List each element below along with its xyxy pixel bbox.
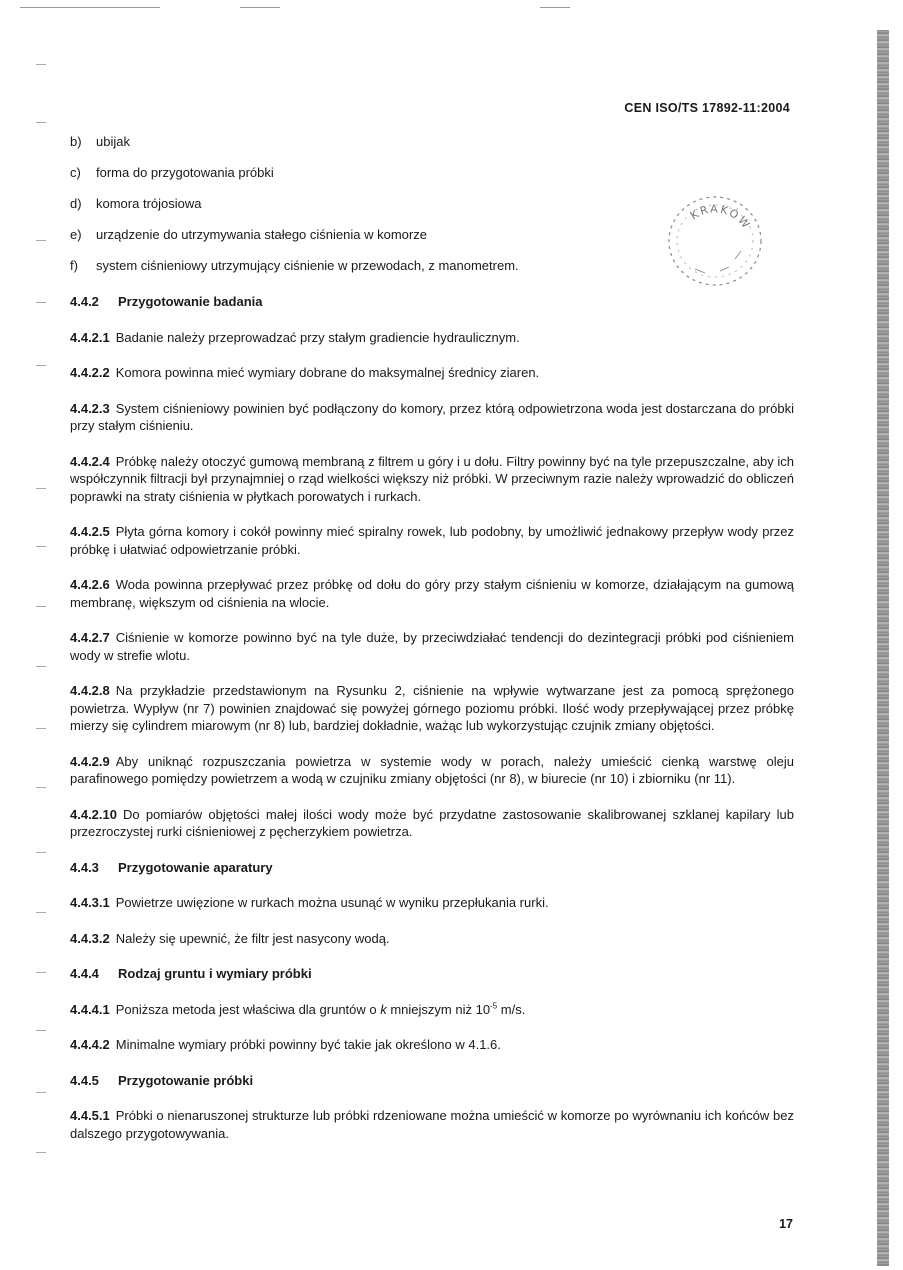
margin-mark (36, 240, 46, 241)
section-heading (70, 859, 794, 877)
clause-text: Poniższa metoda jest właściwa dla gruntów o (115, 1001, 381, 1017)
list-letter: c) (70, 165, 81, 180)
margin-mark (36, 912, 46, 913)
scan-edge-strip (877, 30, 889, 1266)
list-item (70, 196, 610, 227)
k-symbol: k (380, 1001, 387, 1017)
clause-text: Próbkę należy otoczyć gumową membraną z filtrem u góry i u dołu. Filtry powinny być na tyle przepuszczalne, aby ich współczynnik filtracji był przynajmniej o rząd wielkości większy niż próbki. W przeciwnym razie należy wprowadzić do obliczeń poprawki na straty ciśnienia w płytkach porowatych i rurkach. (70, 453, 794, 504)
list-item (70, 258, 610, 289)
clause-number: 4.4.4.2 (70, 1037, 110, 1052)
clause-text: Powietrze uwięzione w rurkach można usunąć w wyniku przepłukania rurki. (115, 895, 549, 910)
clause-text: Badanie należy przeprowadzać przy stałym gradiencie hydraulicznym. (115, 329, 520, 345)
paragraph (70, 364, 794, 382)
section-number: 4.4.3 (70, 859, 99, 875)
paragraph (70, 1001, 794, 1019)
standard-reference: CEN ISO/TS 17892-11:2004 (624, 101, 790, 115)
exponent: -5 (490, 1001, 498, 1011)
paragraph (70, 523, 794, 558)
clause-number: 4.4.2.4 (70, 453, 110, 469)
paragraph (70, 1036, 794, 1054)
stamp-seal (665, 191, 765, 291)
list-letter: b) (70, 134, 82, 149)
list-letter: f) (70, 258, 78, 273)
margin-mark (36, 852, 46, 853)
paragraph (70, 894, 794, 912)
paragraph (70, 629, 794, 664)
clause-number: 4.4.2.1 (70, 329, 110, 345)
section-number: 4.4.4 (70, 966, 99, 981)
clause-text: Należy się upewnić, że filtr jest nasycony wodą. (115, 930, 390, 946)
clause-text: Do pomiarów objętości małej ilości wody może być przydatne zastosowanie skalibrowanej szklanej kapilary lub przezroczystej rurki ciśnieniowej z pęcherzykiem powietrza. (70, 806, 794, 839)
scan-artifact-line (540, 7, 570, 8)
section-title: Przygotowanie aparatury (118, 859, 273, 875)
section-heading (70, 965, 794, 983)
paragraph (70, 400, 794, 435)
clause-number: 4.4.2.5 (70, 524, 110, 539)
clause-text: Płyta górna komory i cokół powinny mieć spiralny rowek, lub podobny, by umożliwić jednakowy przepływ wody przez próbkę i ułatwiać odpowietrzanie próbki. (70, 524, 794, 557)
clause-number: 4.4.3.2 (70, 930, 110, 946)
stamp-text: KRAKÓW (688, 202, 754, 233)
equipment-list (70, 134, 610, 289)
margin-mark (36, 972, 46, 973)
clause-number: 4.4.2.9 (70, 753, 110, 769)
paragraph (70, 806, 794, 841)
scan-artifact-line (240, 7, 280, 8)
list-text: system ciśnieniowy utrzymujący ciśnienie w przewodach, z manometrem. (96, 258, 519, 273)
clause-text: Komora powinna mieć wymiary dobrane do maksymalnej średnicy ziaren. (115, 365, 540, 380)
clause-text: Ciśnienie w komorze powinno być na tyle duże, by przeciwdziałać tendencji do dezintegracji próbki pod ciśnieniem wody w strefie wlotu. (70, 630, 794, 663)
clause-text: Minimalne wymiary próbki powinny być takie jak określono w 4.1.6. (115, 1037, 501, 1052)
margin-mark (36, 64, 46, 65)
clause-text: System ciśnieniowy powinien być podłączony do komory, przez którą odpowietrzona woda jest dostarczana do próbki przy stałym ciśnieniu. (70, 400, 794, 433)
clause-text: Na przykładzie przedstawionym na Rysunku 2, ciśnienie na wpływie wytwarzane jest za pomocą sprężonego powietrza. Wypływ (nr 7) powinien znajdować się powyżej górnego poziomu próbki. Ilość wody przepływającej przez próbkę mierzy się cylindrem miarowym (nr 8) lub, bardziej dokładnie, ważąc lub wykorzystując czujnik zmiany objętości. (70, 683, 794, 733)
list-text: komora trójosiowa (96, 196, 202, 211)
clause-number: 4.4.5.1 (70, 1108, 110, 1123)
clause-number: 4.4.4.1 (70, 1001, 110, 1017)
margin-mark (36, 666, 46, 667)
clause-number: 4.4.2.6 (70, 577, 110, 592)
list-item (70, 134, 610, 165)
clause-number: 4.4.2.8 (70, 683, 110, 698)
margin-mark (36, 365, 46, 366)
clause-text: Aby uniknąć rozpuszczania powietrza w systemie wody w porach, należy umieścić cienką warstwę oleju parafinowego pomiędzy powietrzem a wodą w czujniku zmiany objętości (nr 8), w biurecie (nr 10) i zbiorniku (nr 11). (70, 753, 794, 786)
paragraph (70, 329, 794, 347)
clause-number: 4.4.2.3 (70, 400, 110, 416)
list-letter: e) (70, 227, 82, 242)
clause-number: 4.4.2.7 (70, 630, 110, 645)
margin-mark (36, 122, 46, 123)
clause-text: Woda powinna przepływać przez próbkę od dołu do góry przy stałym ciśnieniu w komorze, działającym na gumową membranę, większym od ciśnienia na wlocie. (70, 577, 794, 610)
clause-text: Próbki o nienaruszonej strukturze lub próbki rdzeniowane można umieścić w komorze po wyrównaniu ich końców bez dalszego przygotowywania. (70, 1108, 794, 1141)
margin-mark (36, 787, 46, 788)
section-heading (70, 293, 794, 311)
paragraph (70, 576, 794, 611)
clause-text: m/s. (497, 1001, 526, 1017)
section-title: Przygotowanie badania (118, 294, 263, 309)
clause-number: 4.4.3.1 (70, 895, 110, 910)
section-heading (70, 1072, 794, 1090)
paragraph (70, 1107, 794, 1142)
list-text: forma do przygotowania próbki (96, 165, 274, 180)
list-text: ubijak (96, 134, 130, 149)
margin-mark (36, 606, 46, 607)
clause-text: mniejszym niż 10 (386, 1001, 491, 1017)
margin-mark (36, 1152, 46, 1153)
paragraph (70, 930, 794, 948)
margin-mark (36, 302, 46, 303)
clause-number: 4.4.2.10 (70, 806, 117, 822)
margin-mark (36, 1092, 46, 1093)
document-body (70, 293, 794, 1160)
margin-mark (36, 488, 46, 489)
scan-artifact-line (20, 7, 160, 8)
section-number: 4.4.5 (70, 1072, 99, 1088)
paragraph (70, 453, 794, 506)
margin-mark (36, 1030, 46, 1031)
list-letter: d) (70, 196, 82, 211)
margin-mark (36, 546, 46, 547)
list-item (70, 227, 610, 258)
margin-mark (36, 728, 46, 729)
page-number: 17 (779, 1217, 793, 1231)
section-number: 4.4.2 (70, 294, 99, 309)
list-item (70, 165, 610, 196)
paragraph (70, 682, 794, 735)
paragraph (70, 753, 794, 788)
svg-text:KRAKÓW (688, 202, 753, 232)
section-title: Przygotowanie próbki (118, 1072, 254, 1088)
list-text: urządzenie do utrzymywania stałego ciśnienia w komorze (96, 227, 427, 242)
clause-number: 4.4.2.2 (70, 365, 110, 380)
section-title: Rodzaj gruntu i wymiary próbki (118, 966, 312, 981)
